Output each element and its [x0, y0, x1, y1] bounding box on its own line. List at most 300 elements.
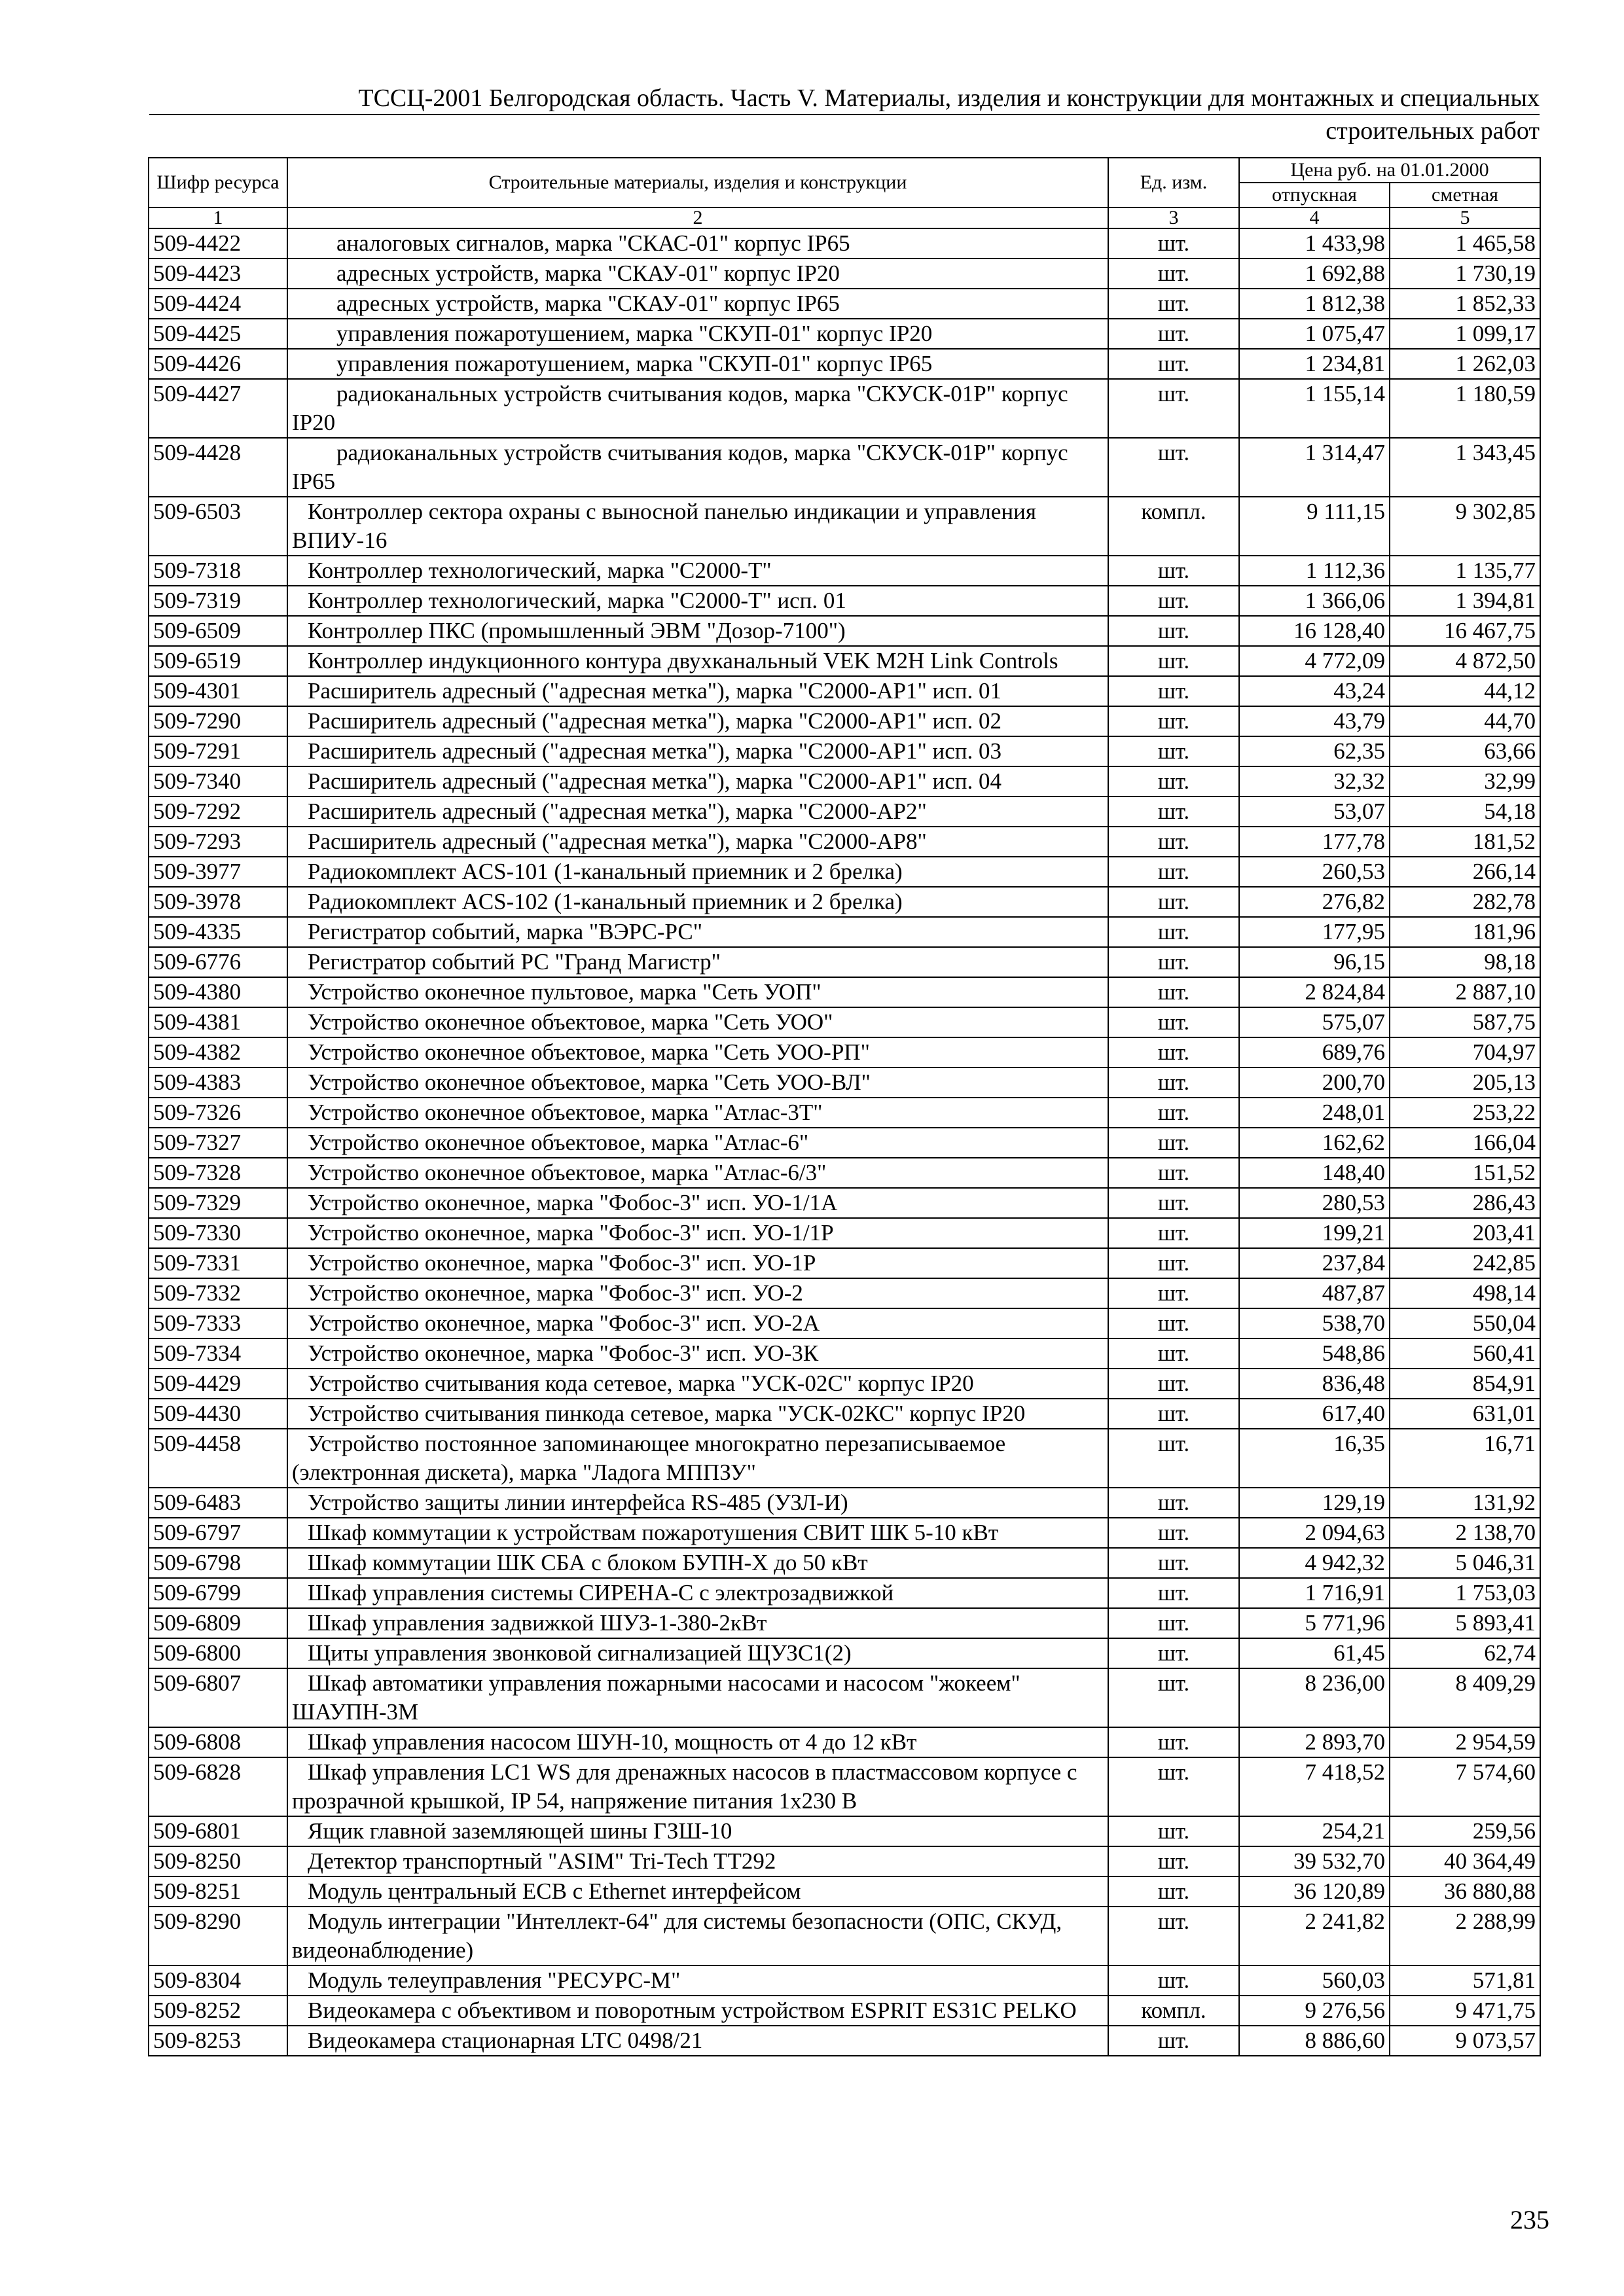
table-row: [149, 556, 1540, 586]
row-code: 509-6483: [149, 1488, 287, 1518]
row-code: 509-7329: [149, 1188, 287, 1218]
row-price-release: 162,62: [1239, 1128, 1390, 1158]
row-unit: шт.: [1108, 379, 1239, 438]
row-name: Ящик главной заземляющей шины ГЗШ-10: [287, 1816, 1108, 1846]
row-code: 509-6798: [149, 1548, 287, 1578]
table-row: [149, 1098, 1540, 1128]
row-price-release: 260,53: [1239, 857, 1390, 887]
row-price-release: 689,76: [1239, 1037, 1390, 1067]
table-row: [149, 1668, 1540, 1727]
col-number: 3: [1108, 207, 1239, 228]
row-price-release: 575,07: [1239, 1007, 1390, 1037]
row-price-release: 2 094,63: [1239, 1518, 1390, 1548]
row-price-estimate: 282,78: [1390, 887, 1540, 917]
row-name: Расширитель адресный ("адресная метка"), марка "С2000-АР1" исп. 04: [287, 766, 1108, 797]
row-price-estimate: 286,43: [1390, 1188, 1540, 1218]
row-price-estimate: 44,12: [1390, 676, 1540, 706]
row-name: Расширитель адресный ("адресная метка"), марка "С2000-АР1" исп. 02: [287, 706, 1108, 736]
row-name: Детектор транспортный "ASIM" Tri-Tech TT292: [287, 1846, 1108, 1876]
table-row: [149, 1727, 1540, 1757]
row-price-estimate: 36 880,88: [1390, 1876, 1540, 1907]
row-code: 509-7340: [149, 766, 287, 797]
row-unit: шт.: [1108, 1098, 1239, 1128]
row-unit: шт.: [1108, 2026, 1239, 2056]
row-name: Устройство оконечное, марка "Фобос-3" исп. УО-2: [287, 1278, 1108, 1308]
row-name: Расширитель адресный ("адресная метка"), марка "С2000-АР8": [287, 827, 1108, 857]
row-code: 509-7334: [149, 1338, 287, 1369]
row-price-estimate: 181,96: [1390, 917, 1540, 947]
row-name: Устройство оконечное, марка "Фобос-3" исп. УО-1/1А: [287, 1188, 1108, 1218]
row-price-estimate: 62,74: [1390, 1638, 1540, 1668]
row-name: Устройство оконечное, марка "Фобос-3" исп. УО-3К: [287, 1338, 1108, 1369]
row-unit: шт.: [1108, 586, 1239, 616]
table-body: [149, 228, 1540, 2056]
row-price-estimate: 1 465,58: [1390, 228, 1540, 259]
row-unit: шт.: [1108, 1067, 1239, 1098]
row-price-estimate: 560,41: [1390, 1338, 1540, 1369]
row-name: Видеокамера стационарная LTC 0498/21: [287, 2026, 1108, 2056]
row-name: Контроллер сектора охраны с выносной панелью индикации и управления ВПИУ-16: [287, 497, 1108, 556]
row-code: 509-4301: [149, 676, 287, 706]
row-unit: шт.: [1108, 1608, 1239, 1638]
row-price-release: 836,48: [1239, 1369, 1390, 1399]
row-code: 509-4428: [149, 438, 287, 497]
row-code: 509-3978: [149, 887, 287, 917]
row-price-estimate: 587,75: [1390, 1007, 1540, 1037]
row-price-release: 16 128,40: [1239, 616, 1390, 646]
row-name: Устройство оконечное, марка "Фобос-3" исп. УО-2А: [287, 1308, 1108, 1338]
row-price-estimate: 242,85: [1390, 1248, 1540, 1278]
row-unit: шт.: [1108, 259, 1239, 289]
row-code: 509-8251: [149, 1876, 287, 1907]
row-price-estimate: 4 872,50: [1390, 646, 1540, 676]
row-price-release: 1 433,98: [1239, 228, 1390, 259]
table-row: [149, 1548, 1540, 1578]
row-unit: шт.: [1108, 289, 1239, 319]
row-price-estimate: 32,99: [1390, 766, 1540, 797]
row-price-release: 538,70: [1239, 1308, 1390, 1338]
row-name: Устройство оконечное объектовое, марка "Сеть УОО-РП": [287, 1037, 1108, 1067]
row-price-estimate: 151,52: [1390, 1158, 1540, 1188]
row-unit: шт.: [1108, 736, 1239, 766]
row-price-estimate: 1 852,33: [1390, 289, 1540, 319]
row-unit: шт.: [1108, 827, 1239, 857]
table-row: [149, 497, 1540, 556]
table-row: [149, 1846, 1540, 1876]
row-price-release: 177,95: [1239, 917, 1390, 947]
row-name: Устройство оконечное объектовое, марка "Атлас-6/3": [287, 1158, 1108, 1188]
row-price-estimate: 1 343,45: [1390, 438, 1540, 497]
row-code: 509-6519: [149, 646, 287, 676]
row-unit: шт.: [1108, 1278, 1239, 1308]
table-row: [149, 1158, 1540, 1188]
row-unit: шт.: [1108, 1218, 1239, 1248]
row-code: 509-7328: [149, 1158, 287, 1188]
row-code: 509-7318: [149, 556, 287, 586]
row-unit: шт.: [1108, 1037, 1239, 1067]
row-name: Шкаф автоматики управления пожарными насосами и насосом "жокеем" ШАУПН-3М: [287, 1668, 1108, 1727]
row-name: Шкаф управления LC1 WS для дренажных насосов в пластмассовом корпусе с прозрачной крышкой, IP 54, напряжение питания 1х230 В: [287, 1757, 1108, 1816]
row-name: Устройство оконечное объектовое, марка "Сеть УОО-ВЛ": [287, 1067, 1108, 1098]
row-unit: шт.: [1108, 857, 1239, 887]
page-header: [149, 82, 1540, 147]
row-unit: шт.: [1108, 1727, 1239, 1757]
row-code: 509-6797: [149, 1518, 287, 1548]
row-price-estimate: 40 364,49: [1390, 1846, 1540, 1876]
row-price-release: 129,19: [1239, 1488, 1390, 1518]
row-name: Устройство постоянное запоминающее многократно перезаписываемое (электронная дискета), марка "Ладога МППЗУ": [287, 1429, 1108, 1488]
table-row: [149, 827, 1540, 857]
row-price-release: 7 418,52: [1239, 1757, 1390, 1816]
row-price-release: 2 241,82: [1239, 1907, 1390, 1965]
row-price-estimate: 54,18: [1390, 797, 1540, 827]
row-price-release: 280,53: [1239, 1188, 1390, 1218]
row-name: управления пожаротушением, марка "СКУП-01" корпус IP65: [287, 349, 1108, 379]
row-price-release: 254,21: [1239, 1816, 1390, 1846]
table-row: [149, 438, 1540, 497]
row-price-estimate: 7 574,60: [1390, 1757, 1540, 1816]
row-code: 509-7330: [149, 1218, 287, 1248]
row-price-estimate: 9 471,75: [1390, 1996, 1540, 2026]
row-code: 509-7332: [149, 1278, 287, 1308]
row-price-release: 9 276,56: [1239, 1996, 1390, 2026]
table-row: [149, 947, 1540, 977]
row-price-release: 96,15: [1239, 947, 1390, 977]
row-price-release: 5 771,96: [1239, 1608, 1390, 1638]
row-price-estimate: 571,81: [1390, 1965, 1540, 1996]
table-row: [149, 1876, 1540, 1907]
row-name: Шкаф коммутации к устройствам пожаротушения СВИТ ШК 5-10 кВт: [287, 1518, 1108, 1548]
row-price-estimate: 1 262,03: [1390, 349, 1540, 379]
row-price-estimate: 1 753,03: [1390, 1578, 1540, 1608]
row-code: 509-4429: [149, 1369, 287, 1399]
table-row: [149, 1518, 1540, 1548]
row-code: 509-7319: [149, 586, 287, 616]
row-price-estimate: 205,13: [1390, 1067, 1540, 1098]
row-unit: шт.: [1108, 676, 1239, 706]
row-price-estimate: 704,97: [1390, 1037, 1540, 1067]
row-price-release: 8 236,00: [1239, 1668, 1390, 1727]
row-price-estimate: 16 467,75: [1390, 616, 1540, 646]
table-row: [149, 706, 1540, 736]
row-name: Устройство оконечное объектовое, марка "Атлас-6": [287, 1128, 1108, 1158]
row-price-release: 148,40: [1239, 1158, 1390, 1188]
header-line-1: ТССЦ-2001 Белгородская область. Часть V. Материалы, изделия и конструкции для монтажных и специальных: [149, 82, 1540, 115]
col-number: 2: [287, 207, 1108, 228]
row-price-release: 36 120,89: [1239, 1876, 1390, 1907]
row-unit: шт.: [1108, 1757, 1239, 1816]
table-row: [149, 977, 1540, 1007]
row-price-release: 200,70: [1239, 1067, 1390, 1098]
row-code: 509-7293: [149, 827, 287, 857]
col-number: 1: [149, 207, 287, 228]
row-price-estimate: 5 893,41: [1390, 1608, 1540, 1638]
row-code: 509-6809: [149, 1608, 287, 1638]
row-name: Устройство оконечное объектовое, марка "Атлас-3Т": [287, 1098, 1108, 1128]
row-price-release: 43,79: [1239, 706, 1390, 736]
row-unit: шт.: [1108, 1369, 1239, 1399]
row-unit: шт.: [1108, 706, 1239, 736]
row-price-release: 199,21: [1239, 1218, 1390, 1248]
row-price-release: 8 886,60: [1239, 2026, 1390, 2056]
row-name: радиоканальных устройств считывания кодов, марка "СКУСК-01Р" корпус IP20: [287, 379, 1108, 438]
row-code: 509-7333: [149, 1308, 287, 1338]
row-code: 509-7291: [149, 736, 287, 766]
row-name: Устройство оконечное, марка "Фобос-3" исп. УО-1Р: [287, 1248, 1108, 1278]
row-price-estimate: 1 180,59: [1390, 379, 1540, 438]
table-row: [149, 2026, 1540, 2056]
row-code: 509-8252: [149, 1996, 287, 2026]
row-code: 509-7292: [149, 797, 287, 827]
row-price-estimate: 266,14: [1390, 857, 1540, 887]
row-name: Модуль центральный ECB с Ethernet интерфейсом: [287, 1876, 1108, 1907]
table-row: [149, 1488, 1540, 1518]
row-name: Расширитель адресный ("адресная метка"), марка "С2000-АР2": [287, 797, 1108, 827]
row-code: 509-6776: [149, 947, 287, 977]
row-code: 509-4426: [149, 349, 287, 379]
row-unit: шт.: [1108, 1965, 1239, 1996]
row-code: 509-6800: [149, 1638, 287, 1668]
table-row: [149, 1816, 1540, 1846]
table-row: [149, 676, 1540, 706]
row-code: 509-7327: [149, 1128, 287, 1158]
row-price-estimate: 1 394,81: [1390, 586, 1540, 616]
row-unit: компл.: [1108, 497, 1239, 556]
row-name: Модуль интеграции "Интеллект-64" для системы безопасности (ОПС, СКУД, видеонаблюдение): [287, 1907, 1108, 1965]
row-unit: шт.: [1108, 1429, 1239, 1488]
row-price-estimate: 2 288,99: [1390, 1907, 1540, 1965]
table-row: [149, 1128, 1540, 1158]
row-price-estimate: 16,71: [1390, 1429, 1540, 1488]
row-price-release: 1 112,36: [1239, 556, 1390, 586]
row-price-release: 1 716,91: [1239, 1578, 1390, 1608]
row-unit: шт.: [1108, 1578, 1239, 1608]
row-code: 509-4430: [149, 1399, 287, 1429]
table-row: [149, 379, 1540, 438]
row-unit: шт.: [1108, 1816, 1239, 1846]
row-price-release: 248,01: [1239, 1098, 1390, 1128]
row-code: 509-6807: [149, 1668, 287, 1727]
row-unit: шт.: [1108, 1338, 1239, 1369]
row-price-release: 276,82: [1239, 887, 1390, 917]
row-name: Устройство защиты линии интерфейса RS-485 (УЗЛ-И): [287, 1488, 1108, 1518]
row-code: 509-4381: [149, 1007, 287, 1037]
row-unit: шт.: [1108, 1876, 1239, 1907]
row-price-release: 1 812,38: [1239, 289, 1390, 319]
row-price-release: 1 155,14: [1239, 379, 1390, 438]
row-price-estimate: 44,70: [1390, 706, 1540, 736]
table-row: [149, 797, 1540, 827]
row-price-estimate: 2 887,10: [1390, 977, 1540, 1007]
row-code: 509-8290: [149, 1907, 287, 1965]
row-code: 509-6801: [149, 1816, 287, 1846]
row-name: Расширитель адресный ("адресная метка"), марка "С2000-АР1" исп. 03: [287, 736, 1108, 766]
row-price-estimate: 98,18: [1390, 947, 1540, 977]
row-name: Шкаф управления задвижкой ШУЗ-1-380-2кВт: [287, 1608, 1108, 1638]
row-name: Устройство считывания кода сетевое, марка "УСК-02С" корпус IP20: [287, 1369, 1108, 1399]
row-unit: шт.: [1108, 646, 1239, 676]
row-unit: шт.: [1108, 947, 1239, 977]
row-name: управления пожаротушением, марка "СКУП-01" корпус IP20: [287, 319, 1108, 349]
row-name: Устройство оконечное, марка "Фобос-3" исп. УО-1/1Р: [287, 1218, 1108, 1248]
table-row: [149, 1278, 1540, 1308]
row-code: 509-6808: [149, 1727, 287, 1757]
row-code: 509-4423: [149, 259, 287, 289]
row-unit: шт.: [1108, 1128, 1239, 1158]
row-name: Регистратор событий, марка "ВЭРС-РС": [287, 917, 1108, 947]
row-unit: шт.: [1108, 228, 1239, 259]
row-price-release: 1 234,81: [1239, 349, 1390, 379]
row-code: 509-8304: [149, 1965, 287, 1996]
row-unit: шт.: [1108, 1488, 1239, 1518]
row-name: Радиокомплект ACS-102 (1-канальный приемник и 2 брелка): [287, 887, 1108, 917]
row-price-release: 560,03: [1239, 1965, 1390, 1996]
row-code: 509-4335: [149, 917, 287, 947]
row-price-release: 4 772,09: [1239, 646, 1390, 676]
row-name: Шкаф коммутации ШК СБА с блоком БУПН-Х до 50 кВт: [287, 1548, 1108, 1578]
header-line-2: строительных работ: [1326, 117, 1540, 145]
table-row: [149, 1578, 1540, 1608]
row-price-estimate: 854,91: [1390, 1369, 1540, 1399]
col-number: 4: [1239, 207, 1390, 228]
row-name: Расширитель адресный ("адресная метка"), марка "С2000-АР1" исп. 01: [287, 676, 1108, 706]
row-unit: шт.: [1108, 1007, 1239, 1037]
row-price-estimate: 166,04: [1390, 1128, 1540, 1158]
row-unit: шт.: [1108, 319, 1239, 349]
table-row: [149, 1218, 1540, 1248]
row-price-estimate: 9 302,85: [1390, 497, 1540, 556]
table-row: [149, 319, 1540, 349]
row-price-release: 487,87: [1239, 1278, 1390, 1308]
table-row: [149, 1248, 1540, 1278]
row-unit: шт.: [1108, 1907, 1239, 1965]
row-price-release: 548,86: [1239, 1338, 1390, 1369]
table-row: [149, 616, 1540, 646]
row-code: 509-4425: [149, 319, 287, 349]
row-unit: шт.: [1108, 977, 1239, 1007]
row-code: 509-7331: [149, 1248, 287, 1278]
row-name: адресных устройств, марка "СКАУ-01" корпус IP20: [287, 259, 1108, 289]
row-unit: шт.: [1108, 1399, 1239, 1429]
row-name: Шкаф управления системы СИРЕНА-С с электрозадвижкой: [287, 1578, 1108, 1608]
row-code: 509-4380: [149, 977, 287, 1007]
row-price-release: 1 314,47: [1239, 438, 1390, 497]
row-unit: шт.: [1108, 1846, 1239, 1876]
row-unit: шт.: [1108, 766, 1239, 797]
table-row: [149, 1965, 1540, 1996]
row-unit: шт.: [1108, 616, 1239, 646]
table-row: [149, 1757, 1540, 1816]
col-number: 5: [1390, 207, 1540, 228]
table-row: [149, 1369, 1540, 1399]
table-row: [149, 1188, 1540, 1218]
row-unit: шт.: [1108, 1668, 1239, 1727]
row-price-estimate: 1 730,19: [1390, 259, 1540, 289]
table-row: [149, 1996, 1540, 2026]
row-name: Регистратор событий РС "Гранд Магистр": [287, 947, 1108, 977]
table-row: [149, 1429, 1540, 1488]
row-code: 509-6509: [149, 616, 287, 646]
row-name: Контроллер ПКС (промышленный ЭВМ "Дозор-7100"): [287, 616, 1108, 646]
row-price-release: 61,45: [1239, 1638, 1390, 1668]
row-unit: шт.: [1108, 1248, 1239, 1278]
row-price-release: 53,07: [1239, 797, 1390, 827]
row-price-release: 39 532,70: [1239, 1846, 1390, 1876]
row-price-estimate: 5 046,31: [1390, 1548, 1540, 1578]
row-unit: шт.: [1108, 1638, 1239, 1668]
table-row: [149, 586, 1540, 616]
row-price-estimate: 131,92: [1390, 1488, 1540, 1518]
table-row: [149, 736, 1540, 766]
row-name: аналоговых сигналов, марка "СКАС-01" корпус IP65: [287, 228, 1108, 259]
row-unit: шт.: [1108, 1158, 1239, 1188]
table-row: [149, 1338, 1540, 1369]
row-price-estimate: 181,52: [1390, 827, 1540, 857]
row-code: 509-8253: [149, 2026, 287, 2056]
table-row: [149, 857, 1540, 887]
table-row: [149, 646, 1540, 676]
row-price-estimate: 550,04: [1390, 1308, 1540, 1338]
col-header-unit: Ед. изм.: [1108, 158, 1239, 207]
table-row: [149, 1007, 1540, 1037]
table-row: [149, 259, 1540, 289]
row-price-release: 177,78: [1239, 827, 1390, 857]
row-name: Радиокомплект ACS-101 (1-канальный приемник и 2 брелка): [287, 857, 1108, 887]
row-unit: шт.: [1108, 1308, 1239, 1338]
row-price-release: 1 366,06: [1239, 586, 1390, 616]
row-unit: шт.: [1108, 797, 1239, 827]
col-header-price-release: отпускная: [1239, 183, 1390, 207]
row-code: 509-4424: [149, 289, 287, 319]
row-unit: шт.: [1108, 1518, 1239, 1548]
row-price-estimate: 631,01: [1390, 1399, 1540, 1429]
row-code: 509-8250: [149, 1846, 287, 1876]
row-price-estimate: 63,66: [1390, 736, 1540, 766]
row-unit: шт.: [1108, 349, 1239, 379]
row-name: Контроллер технологический, марка "С2000-Т": [287, 556, 1108, 586]
row-price-release: 4 942,32: [1239, 1548, 1390, 1578]
row-name: Видеокамера с объективом и поворотным устройством ESPRIT ES31C PELKO: [287, 1996, 1108, 2026]
row-price-release: 2 893,70: [1239, 1727, 1390, 1757]
row-code: 509-4427: [149, 379, 287, 438]
row-price-release: 9 111,15: [1239, 497, 1390, 556]
row-name: Контроллер индукционного контура двухканальный VEK M2H Link Controls: [287, 646, 1108, 676]
row-price-estimate: 253,22: [1390, 1098, 1540, 1128]
row-name: радиоканальных устройств считывания кодов, марка "СКУСК-01Р" корпус IP65: [287, 438, 1108, 497]
row-price-estimate: 8 409,29: [1390, 1668, 1540, 1727]
table-row: [149, 228, 1540, 259]
col-header-price-group: Цена руб. на 01.01.2000: [1239, 158, 1540, 183]
row-price-release: 237,84: [1239, 1248, 1390, 1278]
row-code: 509-7290: [149, 706, 287, 736]
row-price-estimate: 2 954,59: [1390, 1727, 1540, 1757]
row-name: Устройство оконечное объектовое, марка "Сеть УОО": [287, 1007, 1108, 1037]
table-head: [149, 158, 1540, 228]
row-price-release: 2 824,84: [1239, 977, 1390, 1007]
row-name: Щиты управления звонковой сигнализацией ЩУЗС1(2): [287, 1638, 1108, 1668]
row-price-release: 1 075,47: [1239, 319, 1390, 349]
row-name: Модуль телеуправления "РЕСУРС-М": [287, 1965, 1108, 1996]
table-row: [149, 1638, 1540, 1668]
row-price-release: 43,24: [1239, 676, 1390, 706]
row-unit: шт.: [1108, 438, 1239, 497]
row-code: 509-6828: [149, 1757, 287, 1816]
page-number: 235: [1510, 2205, 1549, 2234]
row-unit: шт.: [1108, 556, 1239, 586]
row-price-release: 1 692,88: [1239, 259, 1390, 289]
row-price-estimate: 9 073,57: [1390, 2026, 1540, 2056]
row-price-estimate: 203,41: [1390, 1218, 1540, 1248]
